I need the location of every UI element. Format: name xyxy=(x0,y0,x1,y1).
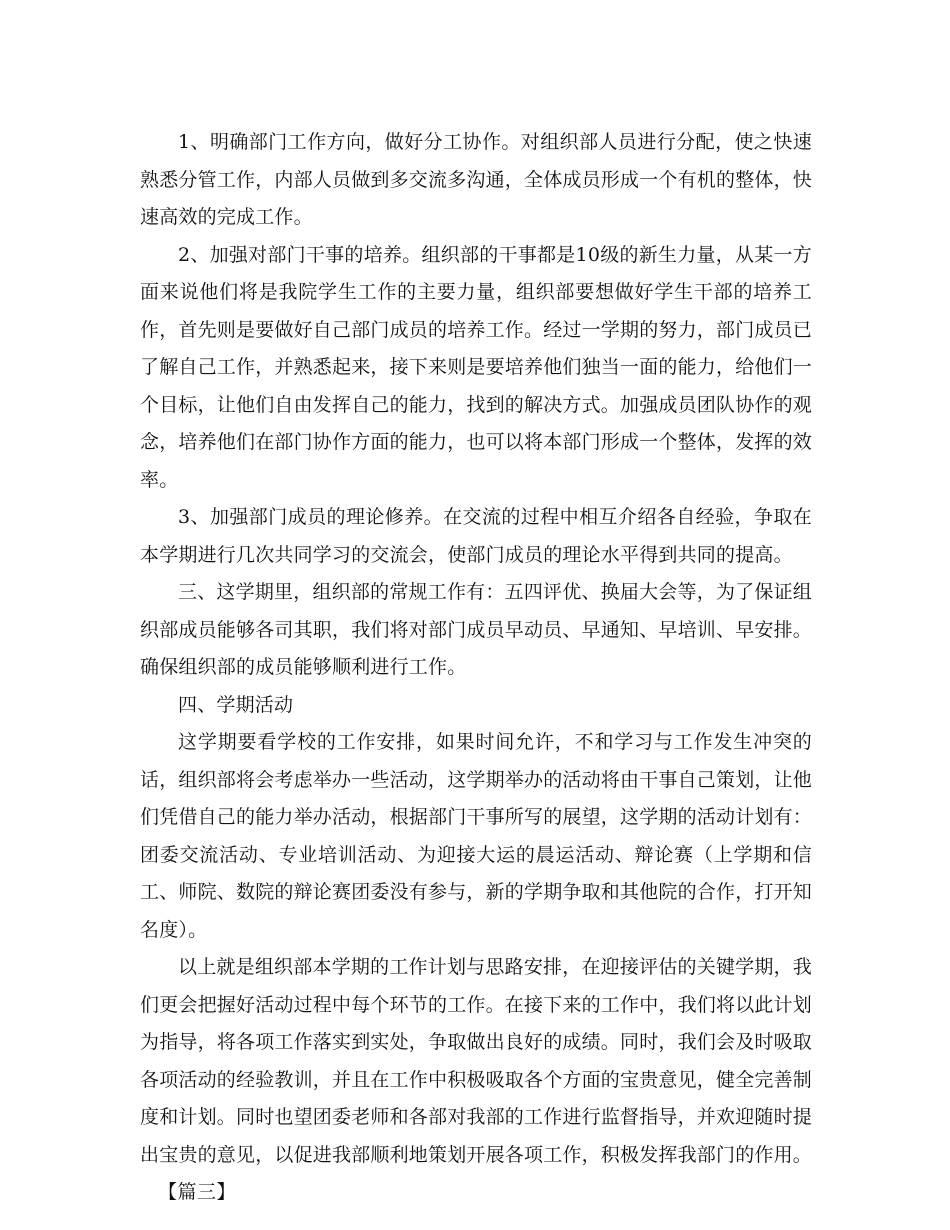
paragraph-activities: 这学期要看学校的工作安排，如果时间允许，不和学习与工作发生冲突的话，组织部将会考虑举办一些活动，这学期举办的活动将由干事自己策划，让他们凭借自己的能力举办活动，根据部门干事所写的展望，这学期的活动计划有：团委交流活动、专业培训活动、为迎接大运的晨运活动、辩论赛（上学期和信工、师院、数院的辩论赛团委没有参与，新的学期争取和其他院的合作，打开知名度）。 xyxy=(140,731,813,941)
paragraph-task-3: 3、加强部门成员的理论修养。在交流的过程中相互介绍各自经验，争取在本学期进行几次共同学习的交流会，使部门成员的理论水平得到共同的提高。 xyxy=(140,506,812,566)
paragraph-summary: 以上就是组织部本学期的工作计划与思路安排，在迎接评估的关键学期，我们更会把握好活动过程中每个环节的工作。在接下来的工作中，我们将以此计划为指导，将各项工作落实到实处，争取做出良好的成绩。同时，我们会及时吸取各项活动的经验教训，并且在工作中积极吸取各个方面的宝贵意见，健全完善制度和计划。同时也望团委老师和各部对我部的工作进行监督指导，并欢迎随时提出宝贵的意见，以促进我部顺利地策划开展各项工作，积极发挥我部门的作用。 xyxy=(140,956,813,1166)
paragraph-task-1: 1、明确部门工作方向，做好分工协作。对组织部人员进行分配，使之快速熟悉分管工作，内部人员做到多交流多沟通，全体成员形成一个有机的整体，快速高效的完成工作。 xyxy=(140,131,813,228)
paragraph-task-2: 2、加强对部门干事的培养。组织部的干事都是10级的新生力量，从某一方面来说他们将是我院学生工作的主要力量，组织部要想做好学生干部的培养工作，首先则是要做好自己部门成员的培养工作。经过一学期的努力，部门成员已了解自己工作，并熟悉起来，接下来则是要培养他们独当一面的能力，给他们一个目标，让他们自由发挥自己的能力，找到的解决方式。加强成员团队协作的观念，培养他们在部门协作方面的能力，也可以将本部门形成一个整体，发挥的效率。 xyxy=(140,243,813,491)
section-label-part-three: 【篇三】 xyxy=(158,1181,237,1203)
heading-semester-activities: 四、学期活动 xyxy=(178,693,294,716)
paragraph-section-three: 三、这学期里，组织部的常规工作有：五四评优、换届大会等，为了保证组织部成员能够各司其职，我们将对部门成员早动员、早通知、早培训、早安排。确保组织部的成员能够顺利进行工作。 xyxy=(140,581,813,678)
document-body xyxy=(140,124,812,1212)
